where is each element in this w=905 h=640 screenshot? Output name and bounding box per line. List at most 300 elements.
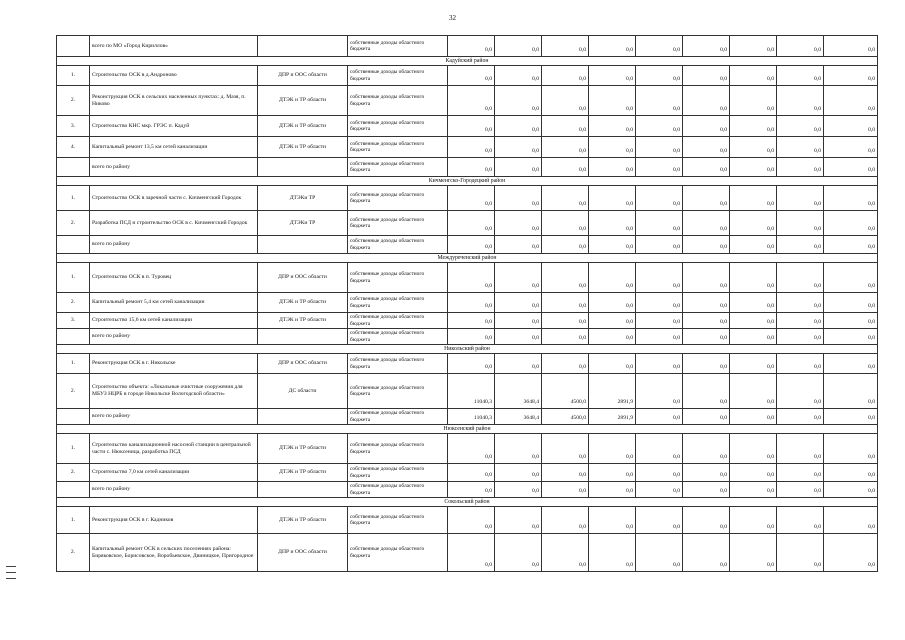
total-row [57, 482, 878, 498]
amount-cell: 0,0 [448, 507, 495, 534]
amount-cell: 0,0 [636, 507, 683, 534]
amount-cell: 0,0 [824, 293, 878, 313]
section-title: Сокольский район [57, 498, 878, 507]
amount-cell: 0,0 [824, 36, 878, 57]
amount-cell: 0,0 [824, 409, 878, 425]
amount-cell: 0,0 [495, 211, 542, 236]
responsible-body: ДТЭК и ТР области [258, 507, 348, 534]
measure-name: Строительство объекта: «Локальные очистные сооружения для МБУЗ НЦРБ в городе Никольске Вологодской области» [90, 374, 258, 409]
amount-cell: 0,0 [589, 66, 636, 86]
amount-cell: 0,0 [636, 66, 683, 86]
row-number [57, 409, 90, 425]
amount-cell: 0,0 [683, 36, 730, 57]
amount-cell: 0,0 [495, 313, 542, 329]
row-number: 1. [57, 354, 90, 374]
amount-cell: 0,0 [542, 158, 589, 177]
responsible-body: ДТЭК и ТР области [258, 137, 348, 158]
amount-cell: 0,0 [542, 86, 589, 116]
amount-cell: 0,0 [542, 137, 589, 158]
amount-cell: 2891,9 [589, 374, 636, 409]
funding-source: собственные доходы областного бюджета [348, 137, 448, 158]
funding-source: собственные доходы областного бюджета [348, 409, 448, 425]
amount-cell: 0,0 [777, 329, 824, 345]
amount-cell: 0,0 [730, 263, 777, 293]
amount-cell: 0,0 [589, 158, 636, 177]
amount-cell: 0,0 [589, 86, 636, 116]
amount-cell: 0,0 [636, 236, 683, 254]
amount-cell: 0,0 [824, 236, 878, 254]
responsible-body: ДТЭКи ТР [258, 211, 348, 236]
amount-cell: 0,0 [683, 313, 730, 329]
amount-cell: 0,0 [730, 482, 777, 498]
amount-cell: 0,0 [636, 211, 683, 236]
amount-cell: 0,0 [448, 293, 495, 313]
amount-cell: 0,0 [495, 236, 542, 254]
amount-cell: 0,0 [777, 236, 824, 254]
measure-name: Строительство ОСК в п. Туровец [90, 263, 258, 293]
amount-cell: 0,0 [730, 374, 777, 409]
measure-name: Капитальный ремонт ОСК в сельских поселениях района: Биряковское, Борисовское, Воробьевское, Двиницкое, Пригородное [90, 534, 258, 572]
amount-cell: 0,0 [542, 293, 589, 313]
row-number: 3. [57, 116, 90, 137]
amount-cell: 0,0 [777, 409, 824, 425]
measure-name: Капитальный ремонт 5,4 км сетей канализации [90, 293, 258, 313]
responsible-body: ДС области [258, 374, 348, 409]
amount-cell: 0,0 [542, 507, 589, 534]
amount-cell: 0,0 [683, 158, 730, 177]
amount-cell: 0,0 [448, 329, 495, 345]
amount-cell: 0,0 [824, 534, 878, 572]
row-number [57, 482, 90, 498]
row-number [57, 236, 90, 254]
table-row [57, 263, 878, 293]
amount-cell: 0,0 [824, 66, 878, 86]
amount-cell: 0,0 [589, 236, 636, 254]
amount-cell: 0,0 [636, 36, 683, 57]
amount-cell: 0,0 [683, 534, 730, 572]
section-row [57, 425, 878, 434]
amount-cell: 0,0 [448, 263, 495, 293]
funding-source: собственные доходы областного бюджета [348, 236, 448, 254]
amount-cell: 0,0 [636, 482, 683, 498]
funding-source: собственные доходы областного бюджета [348, 374, 448, 409]
section-title: Кичменгско-Городецкий район [57, 177, 878, 186]
amount-cell: 0,0 [636, 434, 683, 464]
funding-source: собственные доходы областного бюджета [348, 211, 448, 236]
row-number [57, 329, 90, 345]
responsible-body: ДПР и ООС области [258, 263, 348, 293]
amount-cell: 0,0 [448, 534, 495, 572]
amount-cell: 0,0 [448, 236, 495, 254]
amount-cell: 0,0 [542, 482, 589, 498]
total-row [57, 36, 878, 57]
amount-cell: 0,0 [495, 464, 542, 482]
amount-cell: 0,0 [636, 374, 683, 409]
amount-cell: 4500,0 [542, 409, 589, 425]
amount-cell: 0,0 [589, 313, 636, 329]
amount-cell: 0,0 [824, 354, 878, 374]
amount-cell: 0,0 [448, 482, 495, 498]
amount-cell: 0,0 [777, 186, 824, 211]
amount-cell: 0,0 [683, 482, 730, 498]
row-number [57, 36, 90, 57]
amount-cell: 0,0 [636, 158, 683, 177]
amount-cell: 0,0 [683, 409, 730, 425]
amount-cell: 0,0 [683, 329, 730, 345]
amount-cell: 0,0 [730, 186, 777, 211]
amount-cell: 0,0 [730, 313, 777, 329]
amount-cell: 0,0 [683, 507, 730, 534]
amount-cell: 0,0 [824, 263, 878, 293]
table-row [57, 464, 878, 482]
funding-source: собственные доходы областного бюджета [348, 86, 448, 116]
amount-cell: 0,0 [683, 66, 730, 86]
page-number: 32 [449, 14, 456, 22]
amount-cell: 0,0 [589, 116, 636, 137]
responsible-body: ДТЭК и ТР области [258, 313, 348, 329]
budget-table [56, 35, 878, 572]
amount-cell: 0,0 [777, 354, 824, 374]
amount-cell: 0,0 [683, 116, 730, 137]
amount-cell: 4500,0 [542, 374, 589, 409]
row-number: 1. [57, 507, 90, 534]
row-number: 1. [57, 434, 90, 464]
amount-cell: 11040,3 [448, 374, 495, 409]
amount-cell: 0,0 [542, 66, 589, 86]
row-number: 4. [57, 137, 90, 158]
margin-mark [6, 566, 16, 567]
measure-name: всего по МО «Город Кириллов» [90, 36, 258, 57]
responsible-body: ДТЭК и ТР области [258, 116, 348, 137]
amount-cell: 0,0 [730, 36, 777, 57]
amount-cell: 0,0 [730, 409, 777, 425]
amount-cell: 3648,4 [495, 374, 542, 409]
amount-cell: 0,0 [448, 313, 495, 329]
amount-cell: 0,0 [589, 464, 636, 482]
margin-mark [6, 572, 16, 573]
amount-cell: 0,0 [824, 507, 878, 534]
amount-cell: 0,0 [683, 464, 730, 482]
amount-cell: 0,0 [542, 313, 589, 329]
funding-source: собственные доходы областного бюджета [348, 66, 448, 86]
amount-cell: 0,0 [495, 482, 542, 498]
amount-cell: 0,0 [448, 434, 495, 464]
amount-cell: 0,0 [542, 354, 589, 374]
amount-cell: 0,0 [636, 137, 683, 158]
measure-name: всего по району [90, 482, 258, 498]
amount-cell: 0,0 [542, 186, 589, 211]
amount-cell: 0,0 [542, 329, 589, 345]
amount-cell: 0,0 [683, 211, 730, 236]
amount-cell: 0,0 [636, 354, 683, 374]
table-row [57, 186, 878, 211]
amount-cell: 3648,4 [495, 409, 542, 425]
amount-cell: 0,0 [777, 158, 824, 177]
row-number: 2. [57, 534, 90, 572]
amount-cell: 0,0 [542, 116, 589, 137]
funding-source: собственные доходы областного бюджета [348, 313, 448, 329]
amount-cell: 0,0 [589, 507, 636, 534]
amount-cell: 0,0 [589, 293, 636, 313]
amount-cell: 0,0 [824, 313, 878, 329]
row-number: 3. [57, 313, 90, 329]
row-number: 2. [57, 86, 90, 116]
responsible-body: ДПР и ООС области [258, 534, 348, 572]
funding-source: собственные доходы областного бюджета [348, 293, 448, 313]
amount-cell: 0,0 [589, 211, 636, 236]
amount-cell: 0,0 [495, 186, 542, 211]
table-row [57, 507, 878, 534]
total-row [57, 329, 878, 345]
amount-cell: 0,0 [495, 354, 542, 374]
amount-cell: 0,0 [636, 263, 683, 293]
amount-cell: 0,0 [683, 186, 730, 211]
amount-cell: 0,0 [777, 534, 824, 572]
measure-name: Строительство 15,6 км сетей канализации [90, 313, 258, 329]
amount-cell: 0,0 [777, 293, 824, 313]
amount-cell: 0,0 [589, 354, 636, 374]
amount-cell: 0,0 [636, 293, 683, 313]
amount-cell: 0,0 [589, 186, 636, 211]
amount-cell: 0,0 [589, 534, 636, 572]
amount-cell: 0,0 [824, 116, 878, 137]
responsible-body: ДПР и ООС области [258, 66, 348, 86]
amount-cell: 0,0 [495, 66, 542, 86]
measure-name: Строительство ОСК в д.Андроново [90, 66, 258, 86]
amount-cell: 0,0 [824, 86, 878, 116]
amount-cell: 0,0 [589, 36, 636, 57]
amount-cell: 0,0 [636, 313, 683, 329]
amount-cell: 0,0 [448, 186, 495, 211]
amount-cell: 0,0 [683, 354, 730, 374]
section-row [57, 57, 878, 66]
responsible-body [258, 482, 348, 498]
amount-cell: 0,0 [683, 293, 730, 313]
amount-cell: 0,0 [495, 158, 542, 177]
margin-mark [6, 578, 16, 579]
amount-cell: 0,0 [824, 137, 878, 158]
table-row [57, 313, 878, 329]
amount-cell: 0,0 [824, 482, 878, 498]
amount-cell: 0,0 [636, 116, 683, 137]
amount-cell: 0,0 [824, 434, 878, 464]
amount-cell: 0,0 [448, 86, 495, 116]
amount-cell: 0,0 [777, 313, 824, 329]
amount-cell: 0,0 [542, 211, 589, 236]
amount-cell: 0,0 [495, 86, 542, 116]
funding-source: собственные доходы областного бюджета [348, 482, 448, 498]
amount-cell: 0,0 [824, 464, 878, 482]
amount-cell: 0,0 [448, 354, 495, 374]
amount-cell: 0,0 [589, 329, 636, 345]
amount-cell: 0,0 [542, 434, 589, 464]
amount-cell: 0,0 [448, 464, 495, 482]
amount-cell: 0,0 [824, 186, 878, 211]
amount-cell: 0,0 [730, 434, 777, 464]
responsible-body: ДТЭКи ТР [258, 186, 348, 211]
amount-cell: 0,0 [495, 434, 542, 464]
measure-name: Реконструкция ОСК в г. Никольске [90, 354, 258, 374]
measure-name: Строительство 7,0 км сетей канализации [90, 464, 258, 482]
measure-name: Реконструкция ОСК в сельских населенных пунктах: д. Мазя, п. Никово [90, 86, 258, 116]
amount-cell: 0,0 [495, 329, 542, 345]
funding-source: собственные доходы областного бюджета [348, 329, 448, 345]
amount-cell: 0,0 [636, 534, 683, 572]
amount-cell: 0,0 [542, 263, 589, 293]
measure-name: всего по району [90, 236, 258, 254]
funding-source: собственные доходы областного бюджета [348, 354, 448, 374]
funding-source: собственные доходы областного бюджета [348, 534, 448, 572]
amount-cell: 0,0 [730, 116, 777, 137]
table-row [57, 534, 878, 572]
amount-cell: 0,0 [495, 137, 542, 158]
table-row [57, 86, 878, 116]
funding-source: собственные доходы областного бюджета [348, 158, 448, 177]
responsible-body: ДТЭК и ТР области [258, 293, 348, 313]
amount-cell: 0,0 [495, 534, 542, 572]
section-title: Никольский район [57, 345, 878, 354]
responsible-body [258, 158, 348, 177]
amount-cell: 0,0 [730, 236, 777, 254]
responsible-body [258, 236, 348, 254]
amount-cell: 0,0 [636, 86, 683, 116]
responsible-body: ДТЭК и ТР области [258, 434, 348, 464]
amount-cell: 0,0 [495, 507, 542, 534]
funding-source: собственные доходы областного бюджета [348, 116, 448, 137]
amount-cell: 0,0 [448, 137, 495, 158]
amount-cell: 0,0 [730, 86, 777, 116]
amount-cell: 0,0 [730, 354, 777, 374]
table-row [57, 137, 878, 158]
amount-cell: 0,0 [777, 507, 824, 534]
amount-cell: 0,0 [636, 186, 683, 211]
table-row [57, 354, 878, 374]
amount-cell: 0,0 [824, 158, 878, 177]
row-number: 1. [57, 263, 90, 293]
table-row [57, 116, 878, 137]
amount-cell: 0,0 [777, 36, 824, 57]
amount-cell: 0,0 [542, 464, 589, 482]
amount-cell: 0,0 [777, 137, 824, 158]
amount-cell: 0,0 [730, 66, 777, 86]
amount-cell: 0,0 [589, 137, 636, 158]
row-number: 1. [57, 186, 90, 211]
amount-cell: 0,0 [636, 464, 683, 482]
amount-cell: 0,0 [448, 66, 495, 86]
amount-cell: 0,0 [730, 293, 777, 313]
amount-cell: 0,0 [730, 137, 777, 158]
measure-name: Капитальный ремонт 13,5 км сетей канализации [90, 137, 258, 158]
funding-source: собственные доходы областного бюджета [348, 434, 448, 464]
row-number [57, 158, 90, 177]
amount-cell: 0,0 [448, 158, 495, 177]
funding-source: собственные доходы областного бюджета [348, 36, 448, 57]
row-number: 1. [57, 66, 90, 86]
row-number: 2. [57, 293, 90, 313]
section-title: Нюксенский район [57, 425, 878, 434]
row-number: 2. [57, 374, 90, 409]
amount-cell: 0,0 [495, 36, 542, 57]
amount-cell: 0,0 [589, 482, 636, 498]
amount-cell: 0,0 [448, 211, 495, 236]
amount-cell: 0,0 [636, 409, 683, 425]
measure-name: всего по району [90, 409, 258, 425]
table-row [57, 434, 878, 464]
section-row [57, 254, 878, 263]
amount-cell: 0,0 [683, 374, 730, 409]
amount-cell: 0,0 [495, 263, 542, 293]
amount-cell: 0,0 [777, 263, 824, 293]
amount-cell: 2891,9 [589, 409, 636, 425]
amount-cell: 0,0 [730, 464, 777, 482]
responsible-body: ДПР и ООС области [258, 354, 348, 374]
amount-cell: 0,0 [777, 211, 824, 236]
measure-name: всего по району [90, 158, 258, 177]
measure-name: Строительство КНС мкр. ГРЭС п. Кадуй [90, 116, 258, 137]
amount-cell: 0,0 [777, 66, 824, 86]
responsible-body [258, 36, 348, 57]
funding-source: собственные доходы областного бюджета [348, 464, 448, 482]
amount-cell: 0,0 [777, 86, 824, 116]
table-row [57, 374, 878, 409]
amount-cell: 0,0 [589, 434, 636, 464]
amount-cell: 0,0 [777, 464, 824, 482]
amount-cell: 0,0 [730, 211, 777, 236]
amount-cell: 0,0 [730, 329, 777, 345]
amount-cell: 0,0 [589, 263, 636, 293]
amount-cell: 0,0 [448, 36, 495, 57]
section-title: Кадуйский район [57, 57, 878, 66]
responsible-body [258, 409, 348, 425]
amount-cell: 0,0 [777, 116, 824, 137]
amount-cell: 0,0 [824, 374, 878, 409]
responsible-body [258, 329, 348, 345]
amount-cell: 0,0 [683, 86, 730, 116]
funding-source: собственные доходы областного бюджета [348, 186, 448, 211]
table-row [57, 211, 878, 236]
amount-cell: 0,0 [542, 36, 589, 57]
amount-cell: 0,0 [495, 293, 542, 313]
total-row [57, 409, 878, 425]
row-number: 2. [57, 464, 90, 482]
table-row [57, 293, 878, 313]
amount-cell: 0,0 [636, 329, 683, 345]
amount-cell: 0,0 [542, 534, 589, 572]
amount-cell: 0,0 [777, 374, 824, 409]
amount-cell: 11040,3 [448, 409, 495, 425]
amount-cell: 0,0 [824, 329, 878, 345]
funding-source: собственные доходы областного бюджета [348, 263, 448, 293]
measure-name: Реконструкция ОСК в г. Кадников [90, 507, 258, 534]
section-row [57, 498, 878, 507]
measure-name: Строительство канализационной насосной станции в центральной части с. Нюксеница, разработка ПСД [90, 434, 258, 464]
measure-name: всего по району [90, 329, 258, 345]
amount-cell: 0,0 [683, 263, 730, 293]
section-row [57, 177, 878, 186]
responsible-body: ДТЭК и ТР области [258, 464, 348, 482]
funding-source: собственные доходы областного бюджета [348, 507, 448, 534]
section-row [57, 345, 878, 354]
row-number: 2. [57, 211, 90, 236]
responsible-body: ДТЭК и ТР области [258, 86, 348, 116]
amount-cell: 0,0 [683, 236, 730, 254]
amount-cell: 0,0 [683, 137, 730, 158]
amount-cell: 0,0 [730, 534, 777, 572]
amount-cell: 0,0 [730, 507, 777, 534]
amount-cell: 0,0 [777, 482, 824, 498]
total-row [57, 236, 878, 254]
amount-cell: 0,0 [824, 211, 878, 236]
